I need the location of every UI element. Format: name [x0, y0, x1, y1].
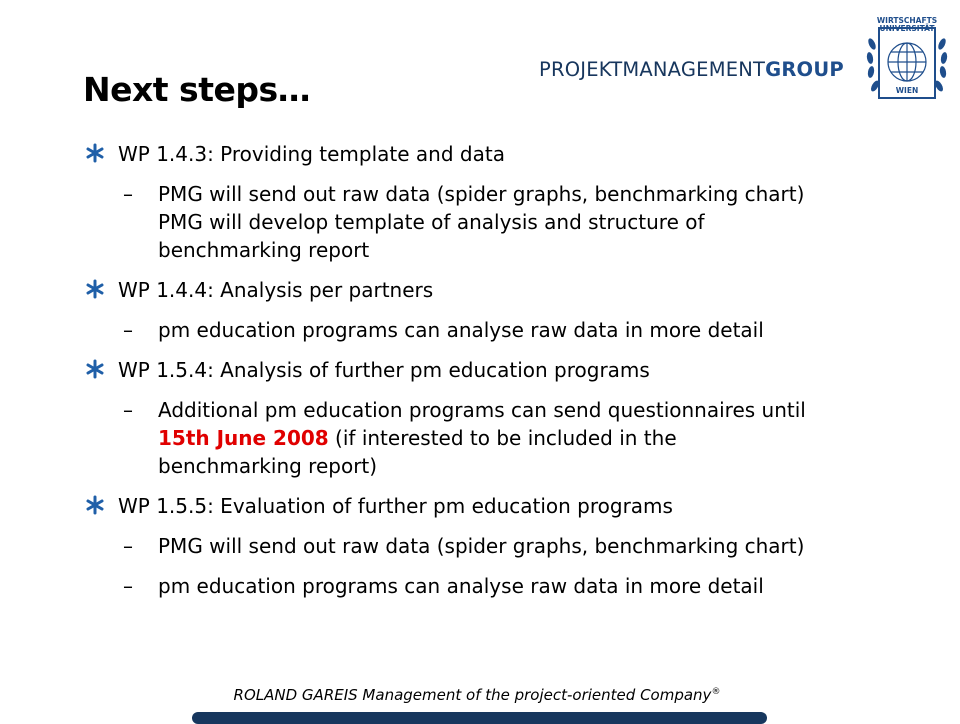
- bullet-item: [85, 492, 945, 520]
- seal-text-bottom: WIEN: [895, 86, 919, 95]
- asterisk-bullet-icon: [85, 359, 105, 379]
- sub-line: pm education programs can analyse raw data in more detail: [158, 574, 764, 598]
- sub-line-rest: (if interested to be included in the: [328, 426, 677, 450]
- sub-line: [158, 424, 945, 452]
- sub-line: benchmarking report: [158, 238, 370, 262]
- deadline-highlight: 15th June 2008: [158, 426, 329, 450]
- sub-item: [85, 316, 945, 344]
- bullet-label: WP 1.4.4: Analysis per partners: [118, 278, 434, 302]
- sub-line: Additional pm education programs can send questionnaires until: [158, 398, 806, 422]
- sub-line: PMG will develop template of analysis and structure of: [158, 210, 705, 234]
- dash-marker: –: [123, 398, 133, 422]
- sub-line: PMG will send out raw data (spider graphs, benchmarking chart): [158, 534, 805, 558]
- bullet-item: [85, 356, 945, 384]
- seal-text-top: WIRTSCHAFTS: [876, 16, 938, 25]
- logo-wordmark: [539, 58, 844, 81]
- university-seal-icon: [863, 14, 951, 110]
- asterisk-bullet-icon: [85, 495, 105, 515]
- sub-item: [85, 396, 945, 480]
- logo-text-main: PROJEKTMANAGEMENT: [539, 58, 766, 81]
- asterisk-bullet-icon: [85, 279, 105, 299]
- footer-label: ROLAND GAREIS Management of the project-oriented Company: [233, 686, 712, 704]
- asterisk-bullet-icon: [85, 143, 105, 163]
- bullet-label: WP 1.5.5: Evaluation of further pm education programs: [118, 494, 673, 518]
- bullet-item: [85, 140, 945, 168]
- globe-icon: [888, 43, 926, 81]
- sub-line: benchmarking report): [158, 454, 378, 478]
- footer-bar: [192, 712, 767, 724]
- seal-text-mid: UNIVERSITÄT: [879, 24, 935, 33]
- sub-item: [85, 180, 945, 264]
- dash-marker: –: [123, 534, 133, 558]
- page-title: Next steps…: [83, 70, 311, 109]
- logo-text-group: GROUP: [765, 58, 844, 81]
- dash-marker: –: [123, 318, 133, 342]
- logo: [535, 14, 955, 114]
- registered-mark: ®: [711, 687, 721, 697]
- footer-text: [192, 686, 762, 704]
- sub-item: [85, 572, 945, 600]
- bullet-list: [85, 140, 945, 612]
- bullet-item: [85, 276, 945, 304]
- dash-marker: –: [123, 182, 133, 206]
- bullet-label: WP 1.5.4: Analysis of further pm education programs: [118, 358, 650, 382]
- sub-line: pm education programs can analyse raw data in more detail: [158, 318, 764, 342]
- sub-line: PMG will send out raw data (spider graphs, benchmarking chart): [158, 182, 805, 206]
- sub-item: [85, 532, 945, 560]
- dash-marker: –: [123, 574, 133, 598]
- bullet-label: WP 1.4.3: Providing template and data: [118, 142, 505, 166]
